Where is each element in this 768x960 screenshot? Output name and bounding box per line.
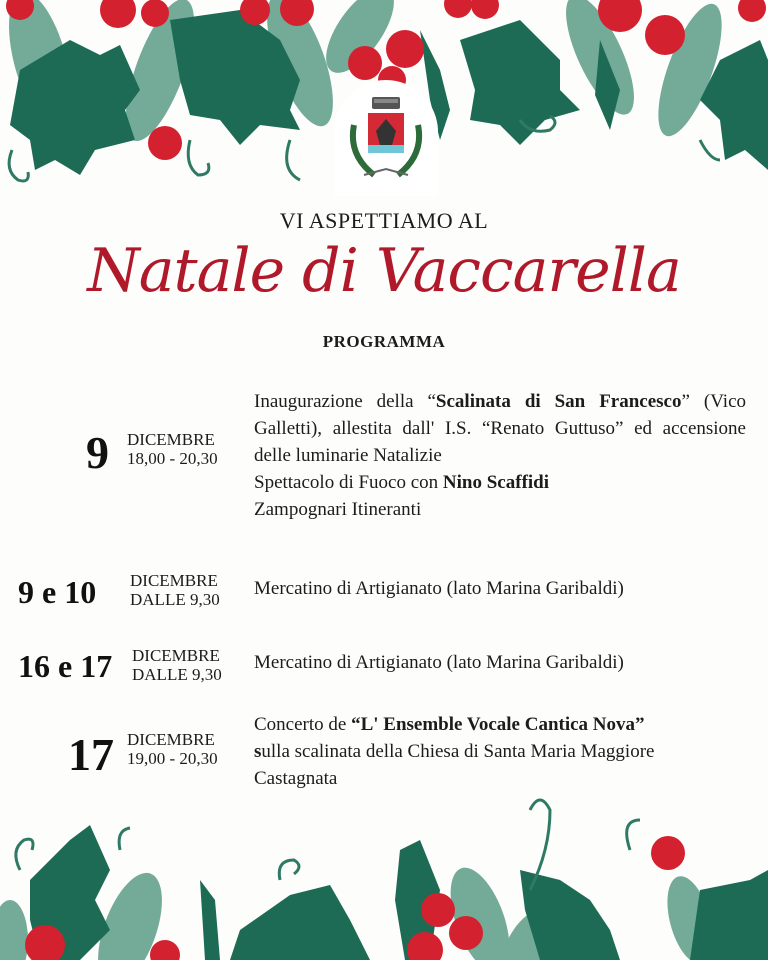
event-desc-line: Spettacolo di Fuoco con Nino Scaffidi xyxy=(254,472,550,493)
event-description xyxy=(254,388,746,523)
event-day: 9 e 10 xyxy=(18,574,97,610)
event-desc-line: Castagnata xyxy=(254,768,338,789)
coat-of-arms-icon xyxy=(344,95,428,187)
event-desc-line: Zampognari Itineranti xyxy=(254,499,422,520)
event-time: 19,00 - 20,30 xyxy=(127,749,218,768)
holly-decoration-bottom xyxy=(0,790,768,960)
pretitle: VI ASPETTIAMO AL xyxy=(279,208,489,233)
event-desc-main: Inaugurazione della “Scalinata di San Francesco” (Vico Galletti), allestita dall' I.S. “Renato Guttuso” ed accensione delle luminarie Natalizie xyxy=(254,391,746,466)
event-day: 16 e 17 xyxy=(18,648,113,684)
event-time: 18,00 - 20,30 xyxy=(127,449,218,468)
event-when xyxy=(127,730,218,768)
event-when xyxy=(130,571,220,609)
event-day: 17 xyxy=(68,729,114,780)
event-when xyxy=(132,646,222,684)
event-description xyxy=(254,711,764,792)
event-time: DALLE 9,30 xyxy=(130,590,220,609)
page-title: Natale di Vaccarella xyxy=(87,236,681,306)
event-when xyxy=(127,430,218,468)
event-month: DICEMBRE xyxy=(127,430,215,449)
event-time: DALLE 9,30 xyxy=(132,665,222,684)
subtitle: PROGRAMMA xyxy=(322,332,446,351)
event-description: Mercatino di Artigianato (lato Marina Garibaldi) xyxy=(254,578,624,599)
event-description: Mercatino di Artigianato (lato Marina Garibaldi) xyxy=(254,652,624,673)
event-month: DICEMBRE xyxy=(127,730,215,749)
event-desc-line: sulla scalinata della Chiesa di Santa Maria Maggiore xyxy=(254,741,655,762)
event-month: DICEMBRE xyxy=(130,571,218,590)
event-month: DICEMBRE xyxy=(132,646,220,665)
event-day: 9 xyxy=(86,427,109,478)
event-desc-line: Concerto de “L' Ensemble Vocale Cantica Nova” xyxy=(254,714,645,735)
